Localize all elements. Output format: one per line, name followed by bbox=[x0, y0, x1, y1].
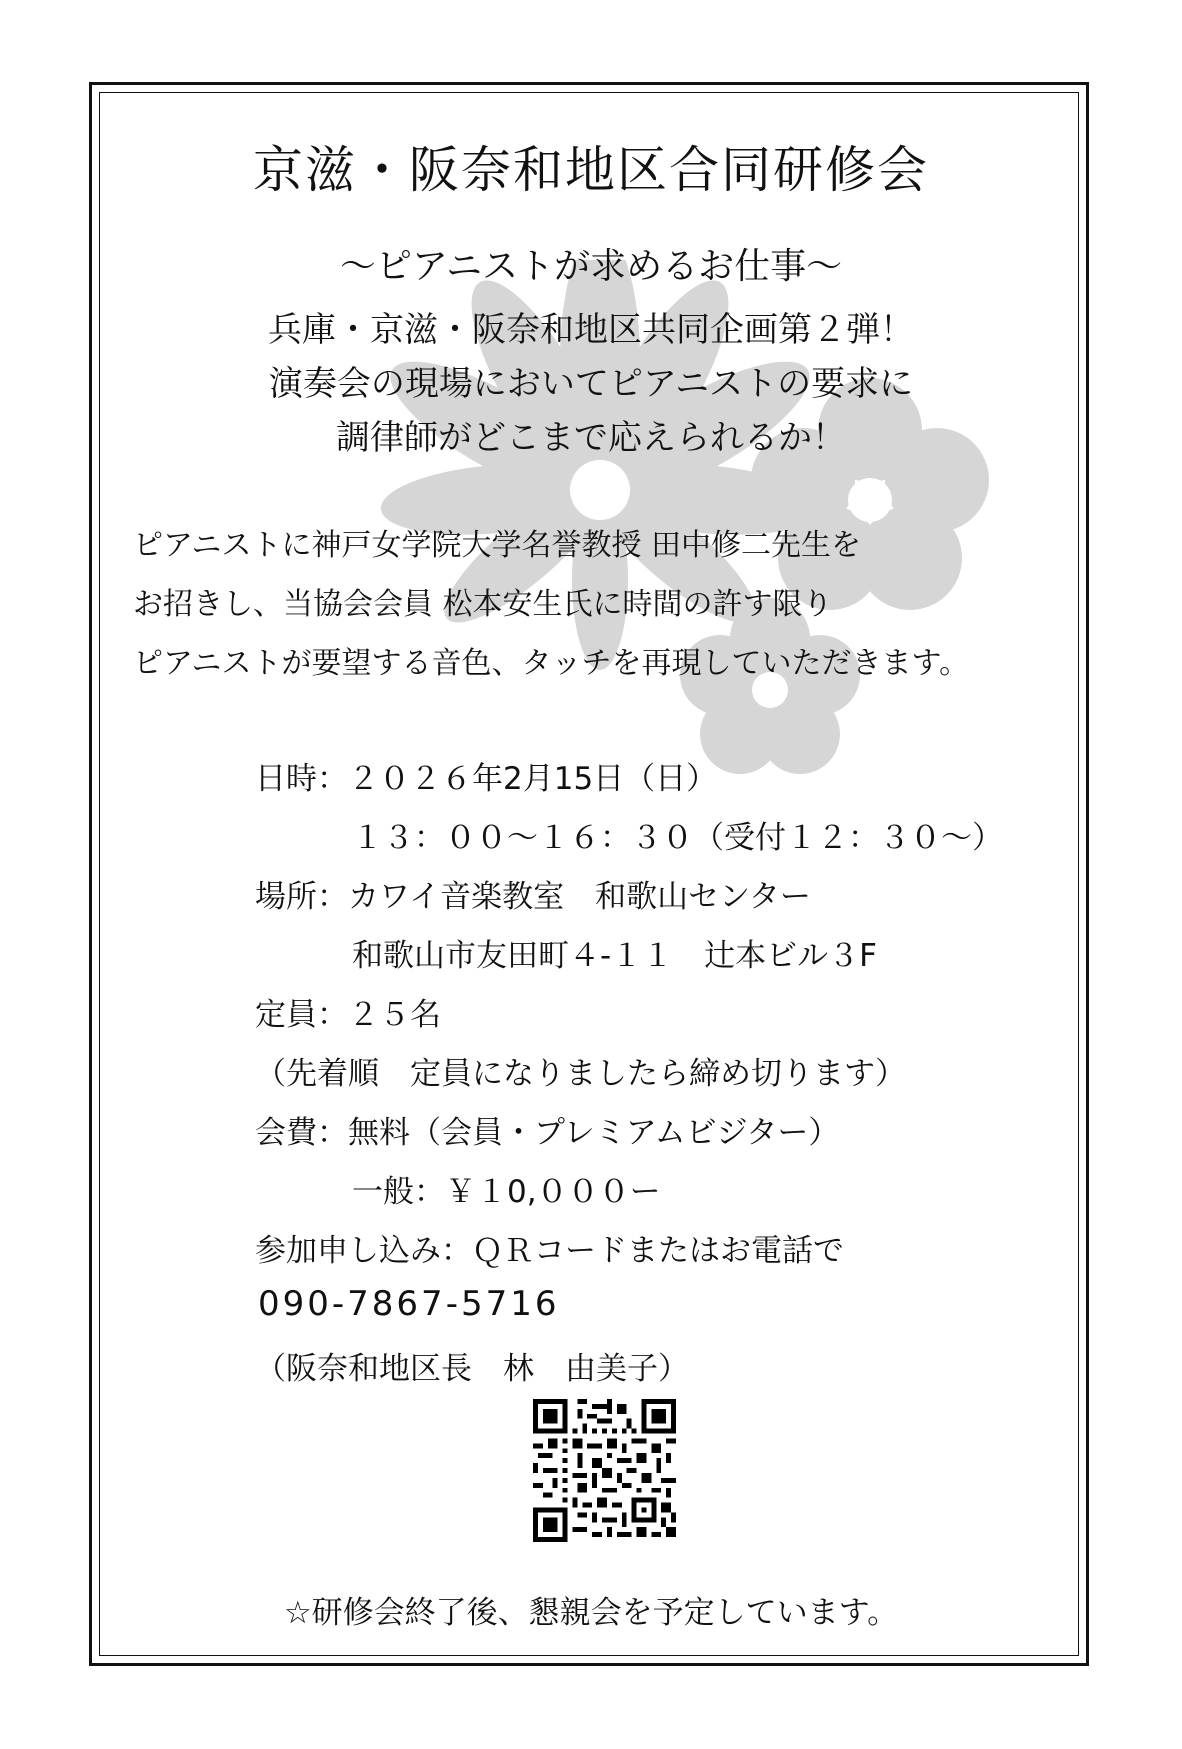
capacity-note: （先着順 定員になりましたら締め切ります） bbox=[255, 1056, 906, 1092]
event-subtitle: ～ピアニストが求めるお仕事～ bbox=[339, 246, 843, 287]
lead-line-1: 兵庫・京滋・阪奈和地区共同企画第２弾！ bbox=[268, 310, 914, 350]
body-line-3: ピアニストが要望する音色、タッチを再現していただきます。 bbox=[133, 646, 970, 681]
address-line: 和歌山市友田町４-１１ 辻本ビル３F bbox=[352, 938, 878, 974]
fee-general: 一般：￥１0,０００ー bbox=[352, 1174, 661, 1210]
fee-line: 会費：無料（会員・プレミアムビジター） bbox=[255, 1115, 840, 1151]
contact-line: （阪奈和地区長 林 由美子） bbox=[255, 1351, 689, 1387]
qr-code-icon[interactable] bbox=[533, 1399, 676, 1542]
place-line: 場所：カワイ音楽教室 和歌山センター bbox=[255, 879, 811, 915]
time-line: １３：００～１６：３０（受付１２：３０～） bbox=[352, 820, 1003, 856]
body-line-1: ピアニストに神戸女学院大学名誉教授 田中修二先生を bbox=[133, 528, 862, 563]
phone-number: 090-7867-5716 bbox=[258, 1284, 560, 1324]
event-title: 京滋・阪奈和地区合同研修会 bbox=[253, 141, 929, 199]
lead-line-3: 調律師がどこまで応えられるか！ bbox=[336, 418, 846, 458]
lead-line-2: 演奏会の現場においてピアニストの要求に bbox=[268, 364, 914, 404]
apply-line: 参加申し込み：ＱＲコードまたはお電話で bbox=[255, 1233, 844, 1269]
body-line-2: お招きし、当協会会員 松本安生氏に時間の許す限り bbox=[133, 587, 833, 622]
date-line: 日時：２０２６年2月15日（日） bbox=[255, 761, 718, 797]
capacity-line: 定員：２５名 bbox=[255, 997, 441, 1033]
footer-note: ☆研修会終了後、懇親会を予定しています。 bbox=[283, 1595, 899, 1631]
